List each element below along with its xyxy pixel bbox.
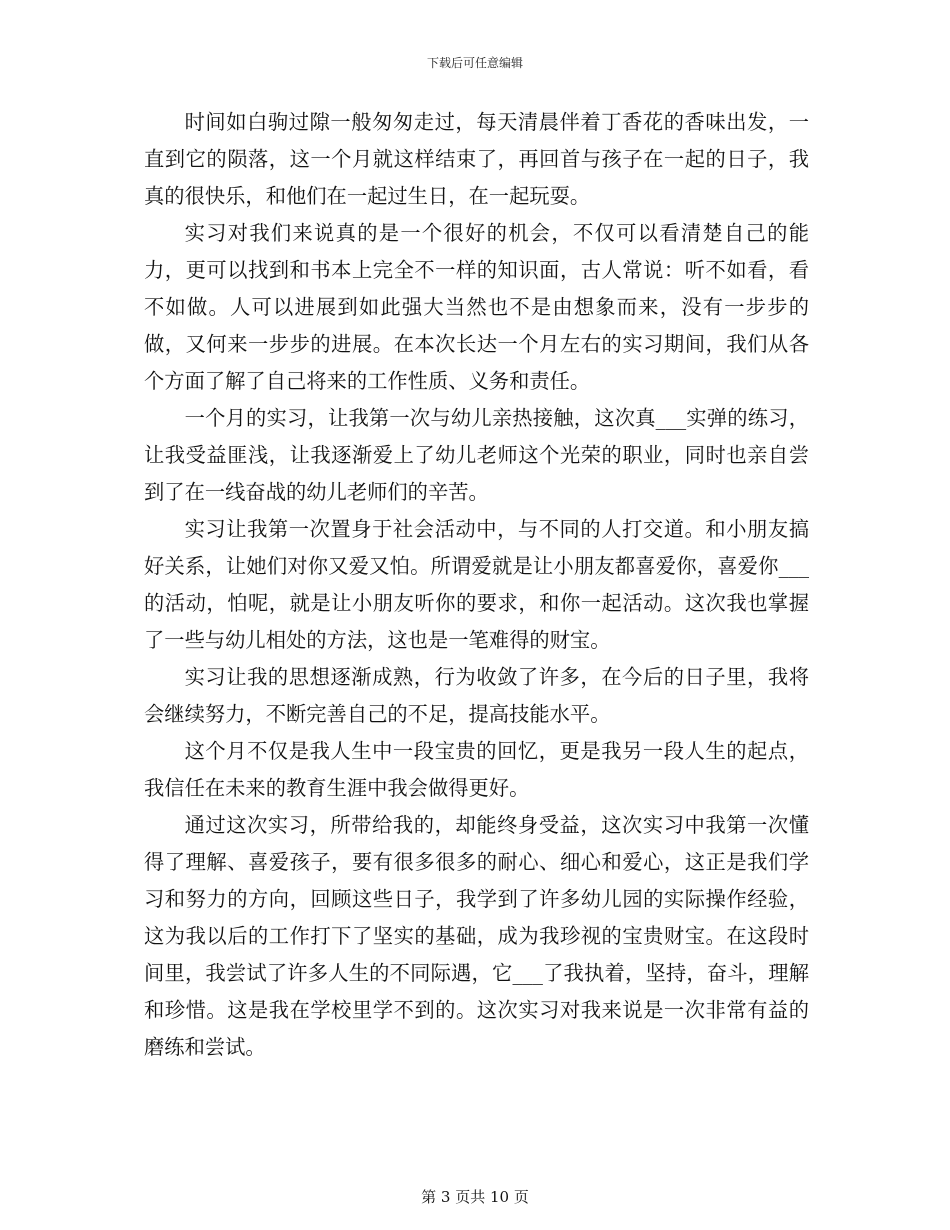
- paragraph: 实习让我的思想逐渐成熟，行为收敛了许多，在今后的日子里，我将会继续努力，不断完善自己的不足，提高技能水平。: [144, 665, 809, 726]
- paragraph: 实习让我第一次置身于社会活动中，与不同的人打交道。和小朋友搞好关系，让她们对你又爱又怕。所谓爱就是让小朋友都喜爱你，喜爱你___的活动，怕呢，就是让小朋友听你的要求，和你一起活动。这次我也掌握了一些与幼儿相处的方法，这也是一笔难得的财宝。: [144, 517, 809, 652]
- page-footer: 第 3 页共 10 页: [421, 1188, 529, 1206]
- paragraph: 实习对我们来说真的是一个很好的机会，不仅可以看清楚自己的能力，更可以找到和书本上完全不一样的知识面，古人常说：听不如看，看不如做。人可以进展到如此强大当然也不是由想象而来，没有一步步的做，又何来一步步的进展。在本次长达一个月左右的实习期间，我们从各个方面了解了自己将来的工作性质、义务和责任。: [144, 221, 809, 393]
- page-header: 下载后可任意编辑: [426, 56, 523, 70]
- paragraph: 时间如白驹过隙一般匆匆走过，每天清晨伴着丁香花的香味出发，一直到它的陨落，这一个月就这样结束了，再回首与孩子在一起的日子，我真的很快乐，和他们在一起过生日，在一起玩耍。: [144, 110, 809, 208]
- paragraph: 一个月的实习，让我第一次与幼儿亲热接触，这次真___实弹的练习，让我受益匪浅，让我逐渐爱上了幼儿老师这个光荣的职业，同时也亲自尝到了在一线奋战的幼儿老师们的辛苦。: [144, 406, 809, 504]
- paragraph: 通过这次实习，所带给我的，却能终身受益，这次实习中我第一次懂得了理解、喜爱孩子，要有很多很多的耐心、细心和爱心，这正是我们学习和努力的方向，回顾这些日子，我学到了许多幼儿园的实际操作经验，这为我以后的工作打下了坚实的基础，成为我珍视的宝贵财宝。在这段时间里，我尝试了许多人生的不同际遇，它___了我执着，坚持，奋斗，理解和珍惜。这是我在学校里学不到的。这次实习对我来说是一次非常有益的磨练和尝试。: [144, 813, 809, 1059]
- document-body: [144, 104, 809, 1066]
- paragraph: 这个月不仅是我人生中一段宝贵的回忆，更是我另一段人生的起点，我信任在未来的教育生涯中我会做得更好。: [144, 739, 809, 800]
